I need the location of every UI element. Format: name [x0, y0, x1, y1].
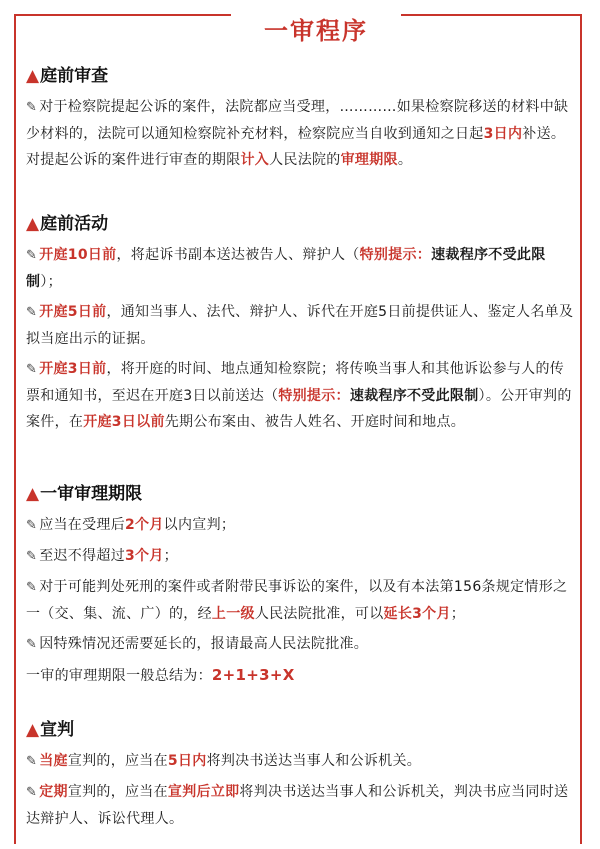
- paragraph: ✎ 当庭宣判的，应当在5日内将判决书送达当事人和公诉机关。: [26, 753, 422, 769]
- pen-icon: ✎: [26, 518, 38, 533]
- pen-icon: ✎: [26, 248, 38, 263]
- summary-line: 一审的审理期限一般总结为：2+1+3+X: [26, 666, 295, 684]
- paragraph: ✎ 开庭5日前，通知当事人、法代、辩护人、诉代在开庭5日前提供证人、鉴定人名单及拟当庭出示的证据。: [26, 304, 574, 347]
- triangle-icon: ▲: [26, 720, 40, 740]
- section-heading: ▲宣判: [26, 720, 75, 740]
- triangle-icon: ▲: [26, 66, 40, 86]
- pen-icon: ✎: [26, 785, 38, 800]
- paragraph: ✎ 至迟不得超过3个月；: [26, 548, 178, 564]
- paragraph: ✎ 对于检察院提起公诉的案件，法院都应当受理，…………如果检察院移送的材料中缺少材料的，法院可以通知检察院补充材料，检察院应当自收到通知之日起3日内补送。对提起公诉的案件进行审查的期限计入人民法院的审理期限。: [26, 99, 569, 168]
- period-formula: 2+1+3+X: [211, 666, 295, 684]
- section-heading: ▲庭前审查: [26, 66, 109, 86]
- section-heading: ▲一审审理期限: [26, 484, 143, 504]
- pen-icon: ✎: [26, 580, 38, 595]
- triangle-icon: ▲: [26, 214, 40, 234]
- section-heading: ▲庭前活动: [26, 214, 109, 234]
- paragraph: ✎ 开庭10日前，将起诉书副本送达被告人、辩护人（特别提示：速裁程序不受此限制）；: [26, 247, 546, 290]
- pen-icon: ✎: [26, 100, 38, 115]
- pen-icon: ✎: [26, 637, 38, 652]
- paragraph: ✎ 对于可能判处死刑的案件或者附带民事诉讼的案件，以及有本法第156条规定情形之一（交、集、流、广）的，经上一级人民法院批准，可以延长3个月；: [26, 579, 568, 622]
- paragraph: ✎ 定期宣判的，应当在宣判后立即将判决书送达当事人和公诉机关，判决书应当同时送达辩护人、诉讼代理人。: [26, 784, 569, 827]
- section-trial-period: [26, 482, 576, 689]
- pen-icon: ✎: [26, 549, 38, 564]
- paragraph: ✎ 开庭3日前，将开庭的时间、地点通知检察院；将传唤当事人和其他诉讼参与人的传票和通知书，至迟在开庭3日以前送达（特别提示：速裁程序不受此限制）。公开审判的案件，在开庭3日以前先期公布案由、被告人姓名、开庭时间和地点。: [26, 361, 572, 430]
- triangle-icon: ▲: [26, 484, 40, 504]
- section-pretrial-activities: [26, 212, 576, 435]
- section-pretrial-review: [26, 64, 576, 173]
- paragraph: ✎ 应当在受理后2个月以内宣判；: [26, 517, 236, 533]
- section-judgment: [26, 718, 576, 832]
- pen-icon: ✎: [26, 362, 38, 377]
- page-title: 一审程序: [231, 14, 401, 48]
- paragraph: ✎ 因特殊情况还需要延长的，报请最高人民法院批准。: [26, 636, 369, 652]
- pen-icon: ✎: [26, 305, 38, 320]
- pen-icon: ✎: [26, 754, 38, 769]
